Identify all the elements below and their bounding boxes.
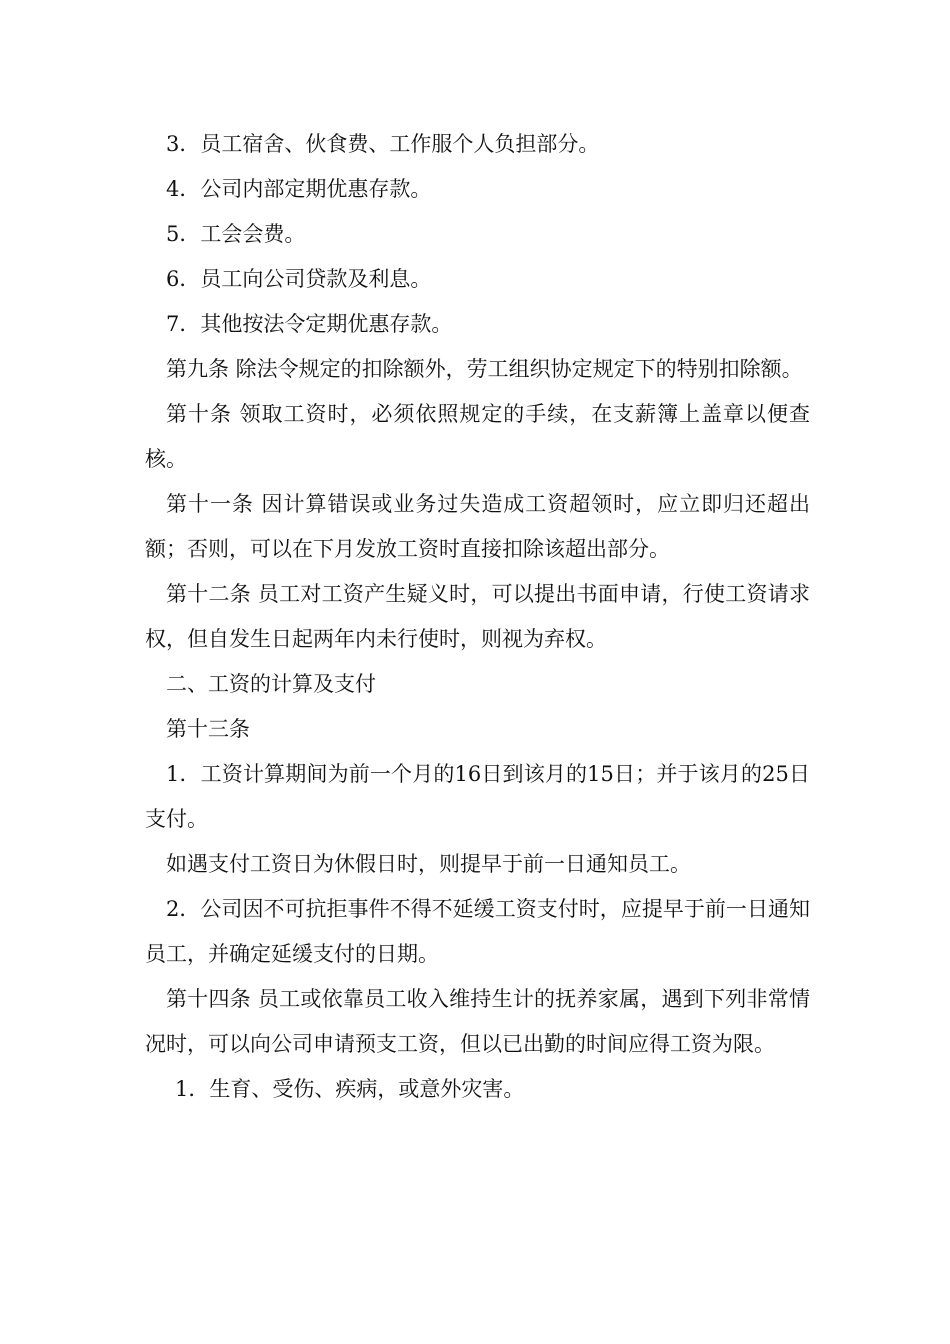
- article-14: 第十四条 员工或依靠员工收入维持生计的抚养家属，遇到下列非常情况时，可以向公司申请预支工资，但以已出勤的时间应得工资为限。: [145, 987, 810, 1056]
- article-13-heading: 第十三条: [166, 717, 250, 741]
- article-14-item-1: 1．生育、受伤、疾病，或意外灾害。: [175, 1077, 525, 1101]
- article-13-item-1: 1．工资计算期间为前一个月的16日到该月的15日；并于该月的25日支付。: [145, 762, 810, 831]
- article-13-item-1-note: 如遇支付工资日为休假日时，则提早于前一日通知员工。: [166, 852, 691, 876]
- list-item-deduction-7: 7．其他按法令定期优惠存款。: [166, 312, 453, 336]
- document-body: [145, 122, 810, 1112]
- section-heading-wage-calculation: 二、工资的计算及支付: [166, 672, 376, 696]
- article-11: 第十一条 因计算错误或业务过失造成工资超领时，应立即归还超出额；否则，可以在下月发放工资时直接扣除该超出部分。: [145, 492, 810, 561]
- article-12: 第十二条 员工对工资产生疑义时，可以提出书面申请，行使工资请求权，但自发生日起两年内未行使时，则视为弃权。: [145, 582, 810, 651]
- list-item-deduction-5: 5．工会会费。: [166, 222, 306, 246]
- article-10: 第十条 领取工资时，必须依照规定的手续，在支薪簿上盖章以便查核。: [145, 402, 810, 471]
- list-item-deduction-6: 6．员工向公司贷款及利息。: [166, 267, 432, 291]
- list-item-deduction-3: 3．员工宿舍、伙食费、工作服个人负担部分。: [166, 132, 600, 156]
- article-9: 第九条 除法令规定的扣除额外，劳工组织协定规定下的特别扣除额。: [166, 357, 803, 381]
- article-13-item-2: 2．公司因不可抗拒事件不得不延缓工资支付时，应提早于前一日通知员工，并确定延缓支付的日期。: [145, 897, 810, 966]
- list-item-deduction-4: 4．公司内部定期优惠存款。: [166, 177, 432, 201]
